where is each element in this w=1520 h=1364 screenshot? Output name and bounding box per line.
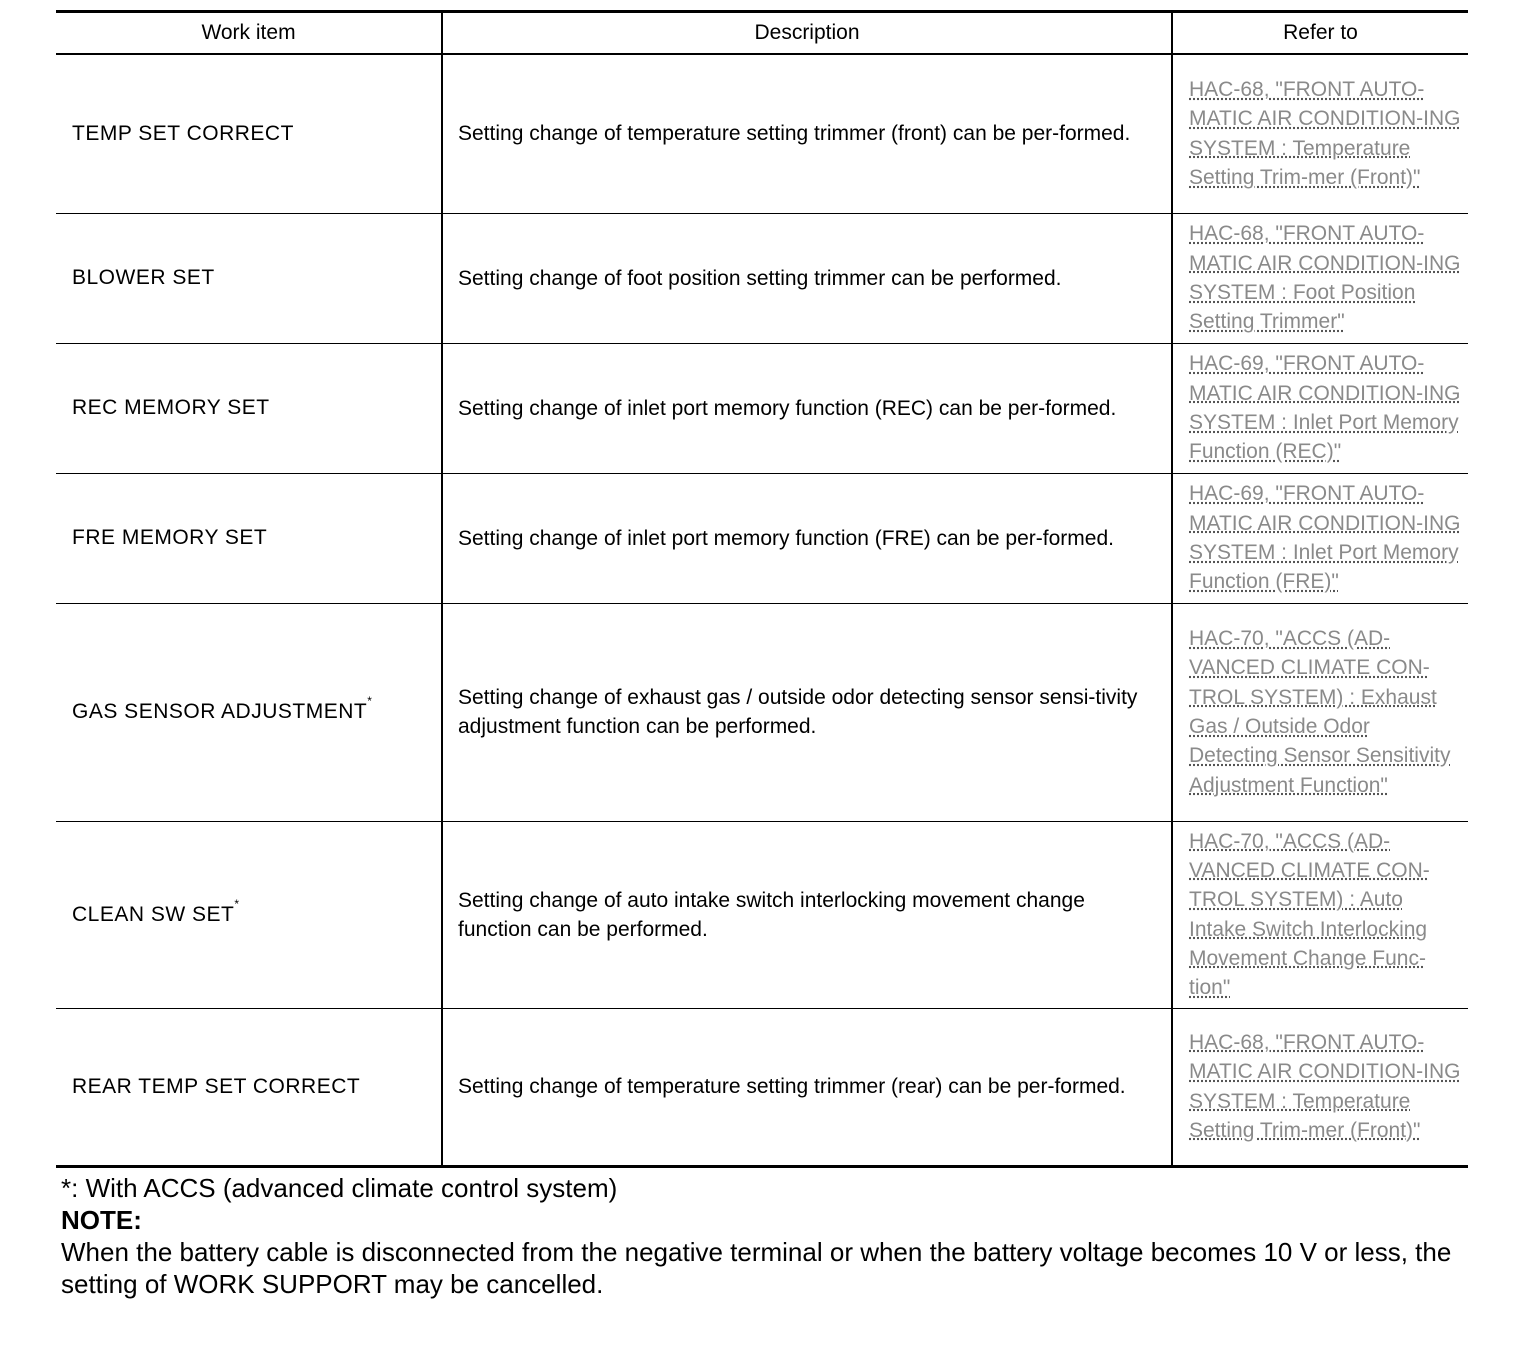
description-cell: Setting change of inlet port memory function (FRE) can be per-formed. [442,473,1172,603]
refer-cell [1172,1008,1468,1166]
description-cell: Setting change of auto intake switch interlocking movement change function can be performed. [442,821,1172,1008]
footnote: *: With ACCS (advanced climate control system) [61,1172,618,1203]
work-item-cell [56,54,442,213]
description-cell: Setting change of inlet port memory function (REC) can be per-formed. [442,343,1172,473]
work-item-cell [56,821,442,1008]
note-text: When the battery cable is disconnected from the negative terminal or when the battery voltage becomes 10 V or less, the setting of WORK SUPPORT may be cancelled. [61,1236,1452,1299]
refer-cell [1172,343,1468,473]
header-refer-to: Refer to [1172,12,1468,55]
table-header-row [56,12,1468,55]
refer-cell [1172,603,1468,821]
work-item-name: TEMP SET CORRECT [72,121,294,145]
work-item-cell [56,343,442,473]
description-cell: Setting change of foot position setting trimmer can be performed. [442,213,1172,343]
refer-cell [1172,821,1468,1008]
header-work-item: Work item [56,12,442,55]
work-item-name: CLEAN SW SET [72,902,235,926]
asterisk-mark: * [367,694,373,708]
work-item-cell [56,473,442,603]
work-item-name: REAR TEMP SET CORRECT [72,1074,361,1098]
notes-section [61,1172,1468,1300]
table-row [56,343,1468,473]
refer-cell [1172,473,1468,603]
description-cell: Setting change of temperature setting trimmer (rear) can be per-formed. [442,1008,1172,1166]
document [56,10,1468,1300]
refer-link[interactable]: HAC-69, "FRONT AUTO-MATIC AIR CONDITION-ING SYSTEM : Inlet Port Memory Function (FRE)" [1189,482,1461,594]
table-row [56,1008,1468,1166]
refer-cell [1172,213,1468,343]
refer-cell [1172,54,1468,213]
work-item-name: GAS SENSOR ADJUSTMENT [72,700,368,723]
refer-link[interactable]: HAC-70, "ACCS (AD-VANCED CLIMATE CON-TROL SYSTEM) : Auto Intake Switch Interlocking Movement Change Func-tion" [1189,829,1430,1000]
asterisk-mark: * [234,896,240,911]
table-row [56,54,1468,213]
description-cell: Setting change of exhaust gas / outside odor detecting sensor sensi-tivity adjustment function can be performed. [442,603,1172,821]
description-cell: Setting change of temperature setting trimmer (front) can be per-formed. [442,54,1172,213]
work-item-name: REC MEMORY SET [72,396,270,419]
refer-link[interactable]: HAC-68, "FRONT AUTO-MATIC AIR CONDITION-ING SYSTEM : Temperature Setting Trim-mer (Front)" [1189,1030,1461,1142]
refer-link[interactable]: HAC-70, "ACCS (AD-VANCED CLIMATE CON-TROL SYSTEM) : Exhaust Gas / Outside Odor Detecting Sensor Sensitivity Adjustment Function" [1189,627,1451,797]
refer-link[interactable]: HAC-69, "FRONT AUTO-MATIC AIR CONDITION-ING SYSTEM : Inlet Port Memory Function (REC)" [1189,352,1461,464]
header-description: Description [442,12,1172,55]
refer-link[interactable]: HAC-68, "FRONT AUTO-MATIC AIR CONDITION-ING SYSTEM : Foot Position Setting Trimmer" [1189,222,1461,334]
work-item-name: FRE MEMORY SET [72,526,268,549]
table-row [56,603,1468,821]
table-row [56,821,1468,1008]
work-item-cell [56,1008,442,1166]
table-row [56,213,1468,343]
work-item-name: BLOWER SET [72,266,215,289]
work-item-cell [56,213,442,343]
work-item-cell [56,603,442,821]
table-row [56,473,1468,603]
refer-link[interactable]: HAC-68, "FRONT AUTO-MATIC AIR CONDITION-ING SYSTEM : Temperature Setting Trim-mer (Front)" [1189,78,1461,190]
work-support-table [56,10,1468,1168]
note-heading: NOTE: [61,1204,142,1235]
